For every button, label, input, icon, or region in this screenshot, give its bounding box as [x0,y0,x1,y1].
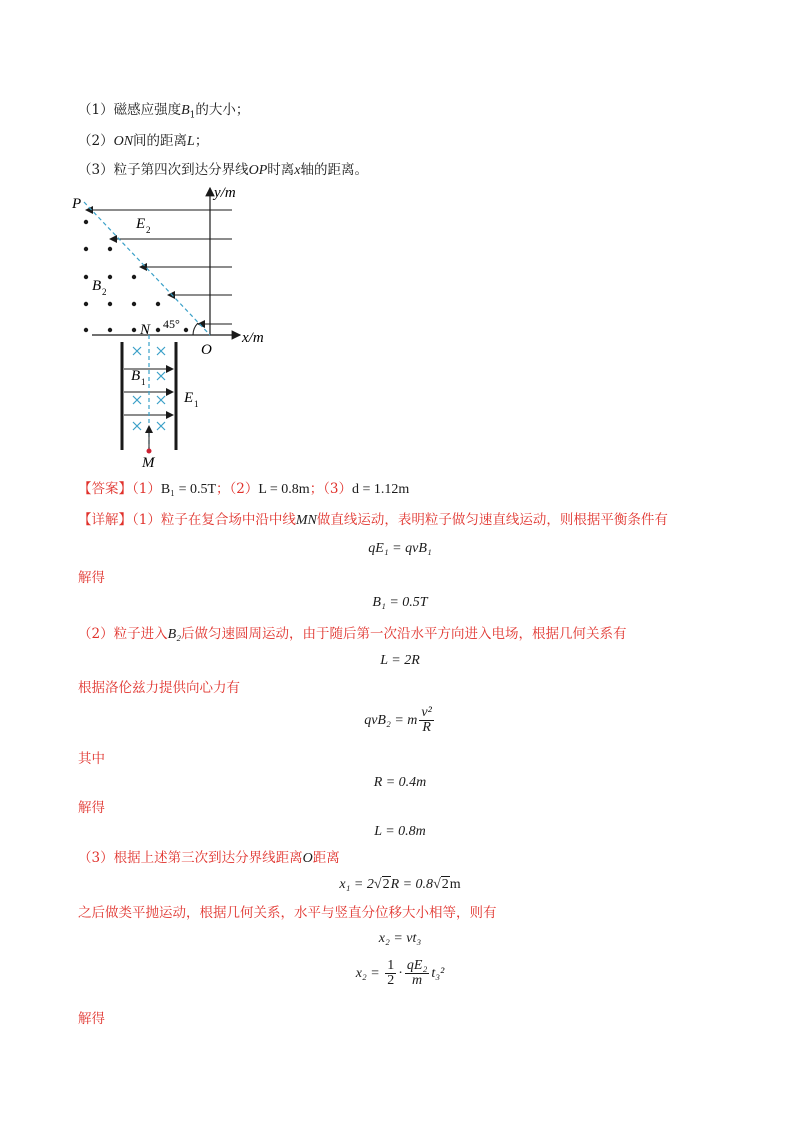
b2-dots [84,220,188,332]
eq9-fraction-2 [405,959,429,988]
label-o: O [201,342,212,358]
eq7-a: x₁ = 2 [339,877,374,892]
label-e2: E [136,216,146,232]
q2-prefix: （2） [78,133,114,149]
equation-5 [0,774,800,792]
equation-3 [0,652,800,670]
answer-1: B₁ = 0.5T [160,482,217,497]
s2-prefix: （2）粒子进入 [78,626,168,642]
equation-1 [0,540,800,558]
s1-prefix: （1）粒子在复合场中沿中线 [132,512,296,528]
op-boundary [84,202,210,335]
q1-text: （1）磁感应强度 [78,102,182,118]
eq6-text: L = 0.8m [374,824,426,839]
label-e1-sub: 1 [194,399,199,409]
q3-suffix: 轴的距离。 [300,162,368,178]
equation-8 [0,930,800,948]
label-x-axis: x/m [242,330,264,346]
eq7-root-1: 2 [382,877,390,892]
s3-var: O [302,851,313,866]
eq8-text: x₂ = vt₃ [378,931,422,946]
eq7-c: R = 0.8 [390,877,434,892]
q3-prefix: （3）粒子第四次到达分界线 [78,162,249,178]
answer-p1: （1） [132,481,161,497]
particle-m [147,449,152,454]
answer-tag: 【答案】 [78,481,132,497]
eq9-fraction-1 [385,959,396,988]
angle-arc [193,323,198,335]
eq7-unit: m [449,877,461,892]
eq4-left: qvB₂ = m [364,713,418,728]
equation-6 [0,823,800,841]
detail-step-1 [78,511,668,530]
lorentz-text: 根据洛伦兹力提供向心力有 [78,680,240,696]
s1-symbol: MN [295,513,317,528]
q2-suffix: ； [194,133,209,149]
s2-suffix: 后做匀速圆周运动，由于随后第一次沿水平方向进入电场，根据几何关系有 [181,626,627,642]
projectile-text: 之后做类平抛运动，根据几何关系，水平与竖直分位移大小相等，则有 [78,905,497,921]
answer-2: L = 0.8m [258,482,310,497]
s3-prefix: （3）根据上述第三次到达分界线距离 [78,850,303,866]
label-angle: 45° [163,317,180,331]
detail-step-2 [78,625,627,644]
eq2-text: B₁ = 0.5T [372,595,428,610]
equation-4 [0,706,800,736]
label-e1: E [184,390,194,406]
eq1-text: qE₁ = qvB₁ [368,541,432,556]
eq4-fraction [419,706,433,735]
eq9-f2-num: qE₂ [406,958,428,974]
eq9-dot: · [398,966,403,981]
label-b2: B [92,278,102,294]
label-n: N [140,322,151,338]
q3-mid: 时离 [267,162,295,178]
where-label: 其中 [78,751,105,767]
question-2 [78,132,208,151]
answer-sep2: ；（3） [309,481,353,497]
eq4-den: R [422,720,431,736]
label-y-axis: y/m [214,185,236,201]
question-1 [78,101,249,125]
eq4-num: v² [421,705,432,721]
answer-line [78,480,409,499]
eq3-text: L = 2R [380,653,420,668]
eq5-text: R = 0.4m [373,775,427,790]
q2-symbol: ON [113,134,134,149]
label-m: M [142,455,155,471]
solve-label-2: 解得 [78,800,105,816]
s1-suffix: 做直线运动，表明粒子做匀速直线运动，则根据平衡条件有 [316,512,668,528]
answer-3: d = 1.12m [352,482,410,497]
label-p: P [72,196,82,212]
q1-suffix: 的大小； [195,102,250,118]
q1-symbol: B [181,103,190,118]
detail-tag: 【详解】 [78,512,132,528]
physics-diagram [60,182,300,472]
question-3 [78,161,368,180]
eq9-f2-den: m [412,973,423,989]
eq9-left: x₂ = [355,966,380,981]
q3-symbol: OP [248,163,268,178]
s3-suffix: 距离 [312,850,340,866]
solve-label-1: 解得 [78,570,105,586]
solve-label-3: 解得 [78,1011,105,1027]
label-b2-sub: 2 [102,287,107,297]
q1-subscript: 1 [189,110,196,121]
eq9-tail: t₃² [431,966,445,981]
eq9-f1-num: 1 [387,958,395,974]
eq7-root-2: 2 [441,877,449,892]
detail-step-3 [78,849,340,868]
q3-var: x [294,163,301,178]
q2-var: L [187,134,195,149]
equation-7: x₁ = 2√2R = 0.8√2m [339,877,461,892]
label-b1-sub: 1 [141,377,146,387]
label-e2-sub: 2 [146,225,151,235]
s2-symbol: B₂ [167,627,182,642]
answer-sep1: ；（2） [216,481,259,497]
eq9-f1-den: 2 [387,973,395,989]
label-b1: B [131,368,141,384]
q2-mid: 间的距离 [133,133,188,149]
equation-9 [0,958,800,990]
equation-2 [0,594,800,612]
